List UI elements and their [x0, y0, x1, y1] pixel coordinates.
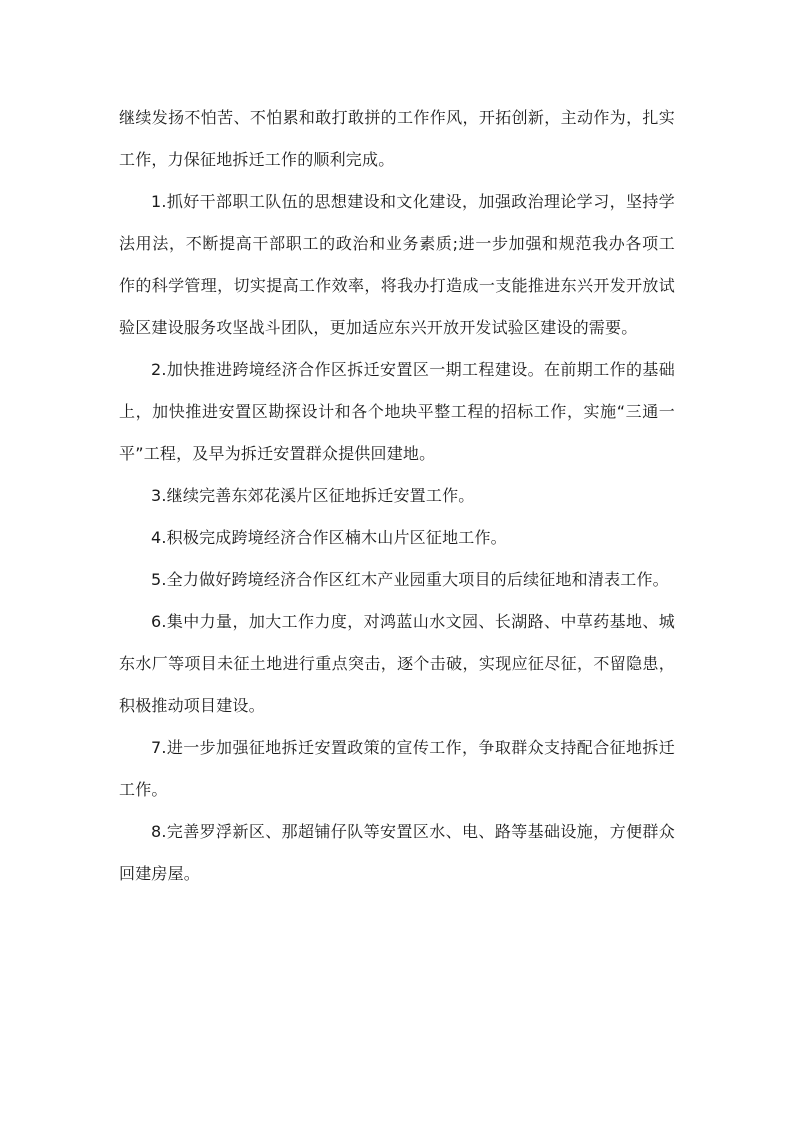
paragraph-item-7: 7.进一步加强征地拆迁安置政策的宣传工作，争取群众支持配合征地拆迁工作。 [119, 738, 675, 799]
paragraph-item-8: 8.完善罗浮新区、那超铺仔队等安置区水、电、路等基础设施，方便群众回建房屋。 [119, 822, 675, 883]
paragraph-item-6: 6.集中力量，加大工作力度，对鸿蓝山水文园、长湖路、中草药基地、城东水厂等项目未征土地进行重点突击，逐个击破，实现应征尽征，不留隐患，积极推动项目建设。 [119, 612, 675, 715]
paragraph-item-3: 3.继续完善东郊花溪片区征地拆迁安置工作。 [151, 486, 475, 505]
paragraph-item-2: 2.加快推进跨境经济合作区拆迁安置区一期工程建设。在前期工作的基础上，加快推进安置区勘探设计和各个地块平整工程的招标工作，实施“三通一平”工程，及早为拆迁安置群众提供回建地。 [119, 360, 675, 463]
paragraph-item-4: 4.积极完成跨境经济合作区楠木山片区征地工作。 [151, 528, 507, 547]
paragraph-continuation: 继续发扬不怕苦、不怕累和敢打敢拼的工作作风，开拓创新，主动作为，扎实工作，力保征地拆迁工作的顺利完成。 [119, 108, 675, 169]
paragraph-item-5: 5.全力做好跨境经济合作区红木产业园重大项目的后续征地和清表工作。 [151, 570, 669, 589]
paragraph-item-1: 1.抓好干部职工队伍的思想建设和文化建设，加强政治理论学习，坚持学法用法，不断提高干部职工的政治和业务素质;进一步加强和规范我办各项工作的科学管理，切实提高工作效率，将我办打造成一支能推进东兴开发开放试验区建设服务攻坚战斗团队，更加适应东兴开放开发试验区建设的需要。 [119, 192, 675, 337]
document-body [119, 97, 675, 895]
